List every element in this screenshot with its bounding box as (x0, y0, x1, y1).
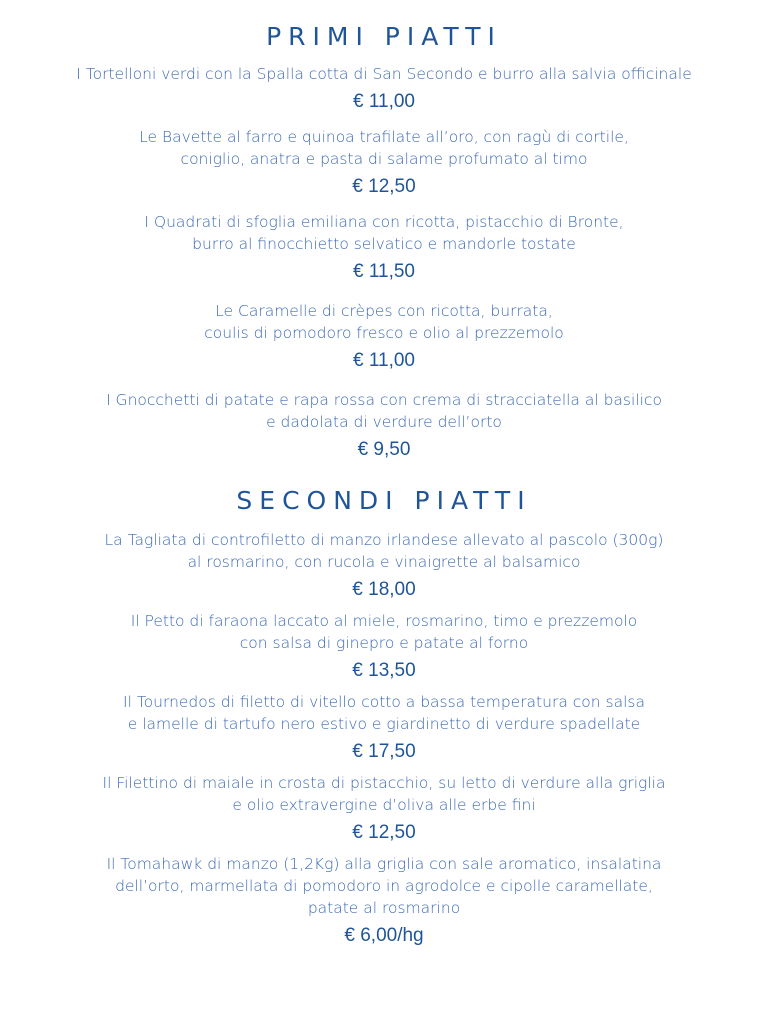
dish-tagliata (0, 529, 768, 604)
description-line: I Quadrati di sfoglia emiliana con ricotta, pistacchio di Bronte, (144, 213, 624, 231)
description-line: e lamelle di tartufo nero estivo e giardinetto di verdure spadellate (127, 715, 641, 733)
dish-gnocchetti (0, 389, 768, 464)
secondi-piatti-heading: SECONDI PIATTI (236, 486, 532, 515)
dish-price: € 13,50 (352, 660, 416, 681)
dish-price: € 12,50 (352, 176, 416, 197)
description-line: Il Petto di faraona laccato al miele, rosmarino, timo e prezzemolo (130, 612, 638, 630)
description-line: Il Tournedos di filetto di vitello cotto a bassa temperatura con salsa (123, 693, 645, 711)
dish-price: € 9,50 (357, 439, 411, 460)
dish-description (0, 300, 768, 344)
dish-description (0, 853, 768, 919)
description-line: Le Bavette al farro e quinoa trafilate all’oro, con ragù di cortile, (139, 128, 629, 146)
dish-price: € 18,00 (352, 579, 416, 600)
dish-price: € 12,50 (352, 822, 416, 843)
dish-quadrati (0, 211, 768, 286)
dish-bavette (0, 126, 768, 201)
dish-tomahawk (0, 853, 768, 950)
description-line: patate al rosmarino (307, 899, 461, 917)
dish-tortelloni (0, 63, 768, 116)
dish-description (0, 691, 768, 735)
description-line: La Tagliata di controfiletto di manzo irlandese allevato al pascolo (300g) (104, 531, 664, 549)
description-line: Il Tomahawk di manzo (1,2Kg) alla griglia con sale aromatico, insalatina (106, 855, 662, 873)
dish-description (0, 389, 768, 433)
description-line: e olio extravergine d’oliva alle erbe fini (232, 796, 536, 814)
dish-caramelle (0, 300, 768, 375)
dish-price: € 11,50 (353, 261, 415, 282)
description-line: con salsa di ginepro e patate al forno (239, 634, 529, 652)
dish-price: € 6,00/hg (344, 925, 424, 946)
description-line: al rosmarino, con rucola e vinaigrette al balsamico (187, 553, 581, 571)
dish-petto-faraona (0, 610, 768, 685)
dish-filettino (0, 772, 768, 847)
dish-tournedos (0, 691, 768, 766)
description-line: coniglio, anatra e pasta di salame profumato al timo (180, 150, 588, 168)
description-line: I Gnocchetti di patate e rapa rossa con crema di stracciatella al basilico (106, 391, 662, 409)
dish-description (0, 126, 768, 170)
description-line: coulis di pomodoro fresco e olio al prezzemolo (204, 324, 564, 342)
dish-price: € 11,00 (353, 350, 415, 371)
dish-description (0, 63, 768, 85)
dish-description (0, 529, 768, 573)
description-line: I Tortelloni verdi con la Spalla cotta di San Secondo e burro alla salvia officinale (76, 65, 692, 83)
dish-description (0, 772, 768, 816)
description-line: Il Filettino di maiale in crosta di pistacchio, su letto di verdure alla griglia (102, 774, 666, 792)
description-line: e dadolata di verdure dell’orto (266, 413, 502, 431)
dish-price: € 17,50 (352, 741, 416, 762)
primi-piatti-heading: PRIMI PIATTI (266, 22, 502, 51)
description-line: Le Caramelle di crèpes con ricotta, burrata, (215, 302, 553, 320)
description-line: dell’orto, marmellata di pomodoro in agrodolce e cipolle caramellate, (115, 877, 653, 895)
dish-price: € 11,00 (353, 91, 415, 112)
dish-description (0, 610, 768, 654)
dish-description (0, 211, 768, 255)
description-line: burro al finocchietto selvatico e mandorle tostate (192, 235, 576, 253)
